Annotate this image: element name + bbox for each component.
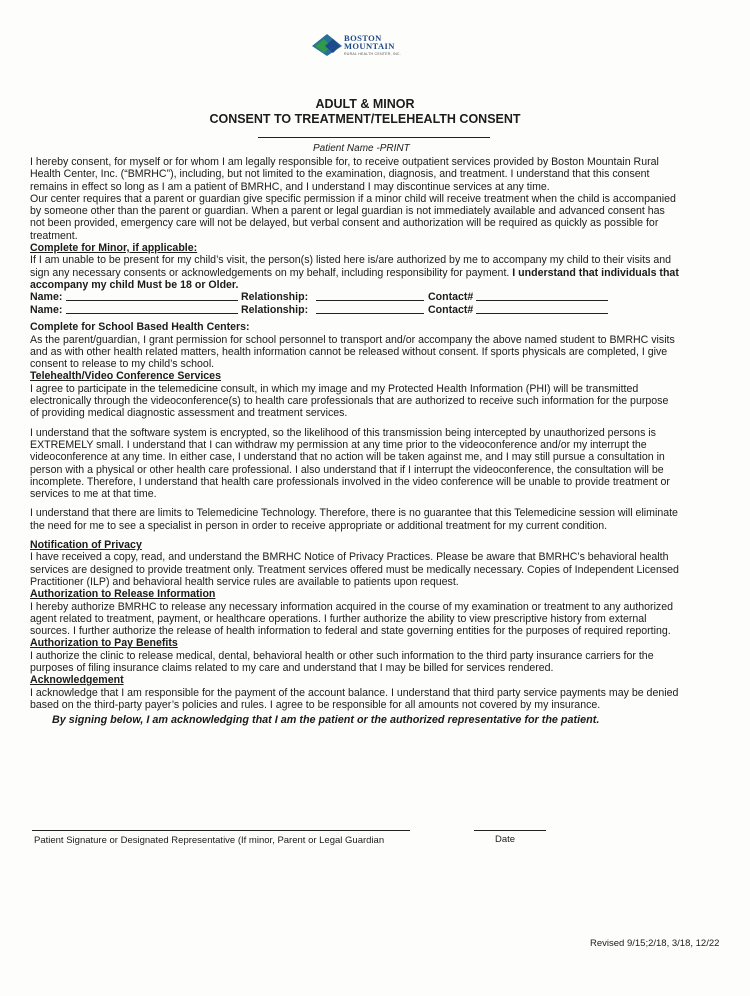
telehealth-paragraph-2: I understand that the software system is encrypted, so the likelihood of this transmission being intercepted by unauthorized persons is EXTREMELY small. I understand that I can withdraw my permission at any time prior to the videoconference and/or my interrupt the videoconference at any time. In either case, I understand that no action will be taken against me, and I may still pursue a consultation in person with a physical or other health care professional. I also understand that if I interrupt the videoconference, the consultation will be incomplete. Therefore, I understand that health care professionals involved in the video conference will be unable to provide treatment or services to me at that time. <box>30 426 670 501</box>
acknowledgement-text: I acknowledge that I am responsible for the payment of the account balance. I understand that third party service payments may be denied based on the third-party payer’s policies and rules. I agree to be responsible for all amounts not covered by my insurance. <box>30 686 679 711</box>
contact-label: Contact# <box>428 304 474 317</box>
accompany-name-field-1[interactable] <box>66 291 238 301</box>
logo-subtitle: RURAL HEALTH CENTER, INC. <box>344 52 401 56</box>
organization-logo <box>312 32 412 62</box>
signature-label: Patient Signature or Designated Representative (If minor, Parent or Legal Guardian <box>34 835 385 846</box>
patient-name-label: Patient Name -PRINT <box>313 143 410 154</box>
name-label: Name: <box>30 304 63 317</box>
consent-paragraph-2: Our center requires that a parent or guardian give specific permission if a minor child will receive treatment when the child is accompanied by someone other than the parent or guardian. When a parent or legal guardian is not immediately available and advanced consent has not been provided, emergency care will not be delayed, but verbal consent and authorization will be required as quickly as possible for treatment. <box>30 192 676 242</box>
logo-name: BOSTON MOUNTAIN <box>344 33 395 51</box>
pay-heading: Authorization to Pay Benefits <box>30 637 178 650</box>
school-heading: Complete for School Based Health Centers: <box>30 321 250 334</box>
relationship-label: Relationship: <box>241 291 309 304</box>
consent-paragraph-1: I hereby consent, for myself or for whom I am legally responsible for, to receive outpatient services provided by Boston Mountain Rural Health Center, Inc. (“BMRHC”), including, but not limited to the examination, diagnosis, and treatment. I understand that this consent remains in effect so long as I am a patient of BMRHC, and I understand I may discontinue services at any time. <box>30 156 659 193</box>
mountain-logo-icon <box>312 34 342 56</box>
patient-name-field[interactable] <box>258 137 490 138</box>
date-label: Date <box>495 834 516 845</box>
contact-label: Contact# <box>428 291 474 304</box>
privacy-text: I have received a copy, read, and understand the BMRHC Notice of Privacy Practices. Please be aware that BMRHC’s behavioral health services are designed to provide treatment only. Treatment services offered must be medically necessary. Copies of Independent Licensed Practitioner (ILP) and behavioral health service rules are available to patients upon request. <box>30 551 679 588</box>
minor-heading: Complete for Minor, if applicable: <box>30 242 198 255</box>
telehealth-paragraph-3: I understand that there are limits to Telemedicine Technology. Therefore, there is no guarantee that this Telemedicine session will eliminate the need for me to see a specialist in person in order to receive appropriate or additional treatment for my current condition. <box>30 507 678 532</box>
privacy-heading: Notification of Privacy <box>30 539 142 552</box>
telehealth-heading: Telehealth/Video Conference Services <box>30 370 221 383</box>
pay-text: I authorize the clinic to release medical, dental, behavioral health or other such information to the third party insurance carriers for the purposes of filing insurance claims related to my care and understand that I may be billed for services rendered. <box>30 649 654 674</box>
school-text: As the parent/guardian, I grant permission for school personnel to transport and/or accompany the above named student to BMRHC visits and as with other health related matters, health information cannot be released without consent. If sports physicals are completed, I give consent to release to my child’s school. <box>30 333 675 371</box>
release-heading: Authorization to Release Information <box>30 588 216 601</box>
release-text: I hereby authorize BMRHC to release any necessary information acquired in the course of my examination or treatment to any authorized agent related to treatment, payment, or healthcare operations. I further authorize the ability to view prescriptive history from external sources. I further authorize the release of health information to federal and state governing entities for the purposes of required reporting. <box>30 600 674 638</box>
signature-field[interactable] <box>32 830 410 831</box>
minor-text: If I am unable to be present for my child’s visit, the person(s) listed here is/are authorized by me to accompany my child to their visits and sign any necessary consents or acknowledgements on my behalf, including responsibility for payment. I understand that individuals that accompany my child Must be 18 or Older. <box>30 254 679 291</box>
relationship-label: Relationship: <box>241 304 309 317</box>
acknowledgement-heading: Acknowledgement <box>30 674 124 687</box>
revision-note: Revised 9/15;2/18, 3/18, 12/22 <box>590 938 720 949</box>
accompany-row-2 <box>30 304 680 317</box>
signing-statement: By signing below, I am acknowledging that I am the patient or the authorized representative for the patient. <box>52 714 600 727</box>
telehealth-paragraph-1: I agree to participate in the telemedicine consult, in which my image and my Protected Health Information (PHI) will be transmitted electronically through the videoconference(s) to health care professionals that are authorized to receive such information for the purpose of providing medical diagnostic assessment and treatment services. <box>30 382 669 420</box>
form-body <box>30 156 680 726</box>
date-field[interactable] <box>474 830 546 831</box>
accompany-row-1 <box>30 291 680 304</box>
form-title-line2: CONSENT TO TREATMENT/TELEHEALTH CONSENT <box>209 112 521 126</box>
name-label: Name: <box>30 291 63 304</box>
form-title-line1: ADULT & MINOR <box>315 97 415 111</box>
